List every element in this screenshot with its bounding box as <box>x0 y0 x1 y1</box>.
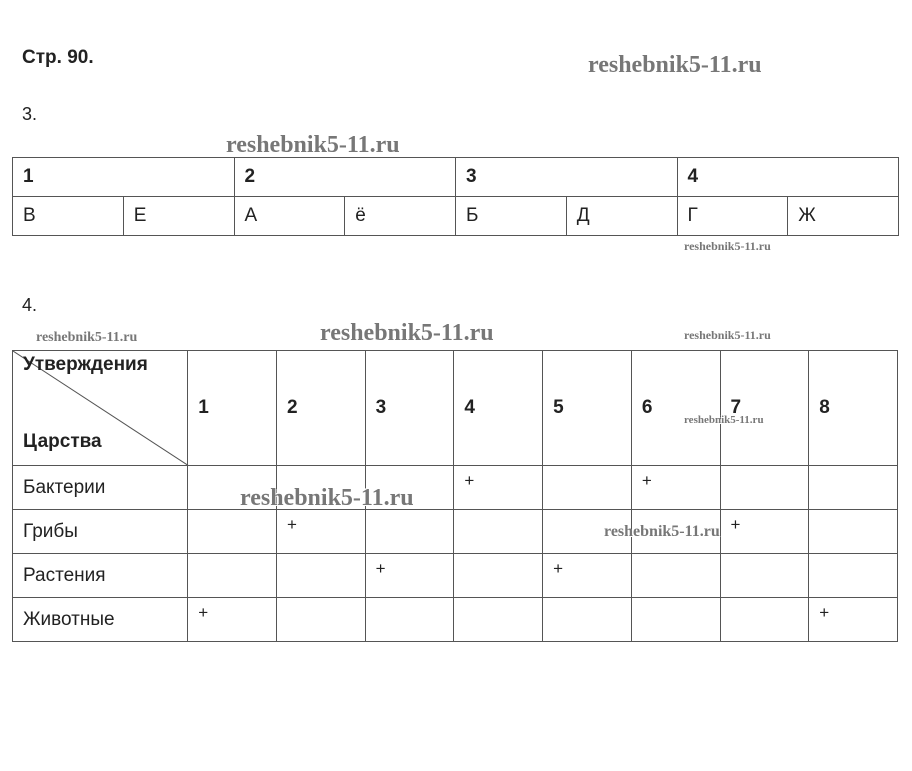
corner-label-statements: Утверждения <box>23 354 148 375</box>
mark-cell: + <box>454 466 543 510</box>
mark-cell: + <box>543 554 632 598</box>
mark-cell <box>543 466 632 510</box>
watermark: reshebnik5-11.ru <box>36 330 138 345</box>
page-heading: Стр. 90. <box>22 47 94 68</box>
mark-cell <box>631 554 720 598</box>
mark-cell <box>720 554 809 598</box>
row-label: Животные <box>13 598 188 642</box>
task-3-answer-cell: ё <box>345 197 456 236</box>
mark-cell <box>809 510 898 554</box>
watermark: reshebnik5-11.ru <box>240 485 414 511</box>
watermark: reshebnik5-11.ru <box>226 132 400 158</box>
mark-cell <box>720 598 809 642</box>
task-3-header-row <box>13 158 899 197</box>
task-4-table <box>12 350 898 642</box>
mark-cell: + <box>188 598 277 642</box>
task-3-answer-cell: Е <box>123 197 234 236</box>
task-4-row-bacteria <box>13 466 898 510</box>
task-4-column-header: 4 <box>454 351 543 466</box>
task-3-number: 3. <box>22 104 38 124</box>
mark-cell <box>276 554 365 598</box>
task-3-header-cell: 3 <box>456 158 678 197</box>
mark-cell <box>454 598 543 642</box>
watermark: reshebnik5-11.ru <box>588 52 762 78</box>
task-3-answer-cell: Б <box>456 197 567 236</box>
task-4-column-header: 6 <box>631 351 720 466</box>
mark-cell: + <box>809 598 898 642</box>
task-4-column-header: 5 <box>543 351 632 466</box>
row-label: Растения <box>13 554 188 598</box>
task-3-header-cell: 1 <box>13 158 235 197</box>
watermark: reshebnik5-11.ru <box>684 328 771 342</box>
mark-cell: + <box>365 554 454 598</box>
task-3-answer-cell: Ж <box>788 197 899 236</box>
mark-cell <box>188 554 277 598</box>
mark-cell <box>188 510 277 554</box>
row-label: Бактерии <box>13 466 188 510</box>
mark-cell <box>365 598 454 642</box>
watermark: reshebnik5-11.ru <box>684 414 764 426</box>
task-4-column-header: 7 <box>720 351 809 466</box>
mark-cell <box>454 554 543 598</box>
mark-cell: + <box>720 510 809 554</box>
mark-cell <box>631 598 720 642</box>
mark-cell <box>809 554 898 598</box>
task-4-header-row <box>13 351 898 466</box>
task-4-column-header: 3 <box>365 351 454 466</box>
task-3-answer-cell: Г <box>677 197 788 236</box>
mark-cell <box>809 466 898 510</box>
task-4-number: 4. <box>22 295 38 315</box>
task-3-answer-cell: Д <box>566 197 677 236</box>
task-4-column-header: 2 <box>276 351 365 466</box>
task-3-header-cell: 2 <box>234 158 456 197</box>
task-4-corner-cell <box>13 351 188 466</box>
task-3-answer-row <box>13 197 899 236</box>
watermark: reshebnik5-11.ru <box>320 320 494 346</box>
task-3-header-cell: 4 <box>677 158 899 197</box>
mark-cell <box>720 466 809 510</box>
task-3-table <box>12 157 899 236</box>
task-4-row-animals <box>13 598 898 642</box>
task-3-answer-cell: В <box>13 197 124 236</box>
corner-label-kingdoms: Царства <box>23 431 102 452</box>
mark-cell <box>365 510 454 554</box>
mark-cell: + <box>631 466 720 510</box>
watermark: reshebnik5-11.ru <box>684 239 771 253</box>
task-3-answer-cell: А <box>234 197 345 236</box>
task-4-column-header: 8 <box>809 351 898 466</box>
mark-cell: + <box>276 510 365 554</box>
task-4-row-plants <box>13 554 898 598</box>
watermark: reshebnik5-11.ru <box>604 523 720 540</box>
row-label: Грибы <box>13 510 188 554</box>
mark-cell <box>454 510 543 554</box>
mark-cell <box>543 598 632 642</box>
mark-cell <box>276 598 365 642</box>
task-4-row-fungi <box>13 510 898 554</box>
task-4-column-header: 1 <box>188 351 277 466</box>
